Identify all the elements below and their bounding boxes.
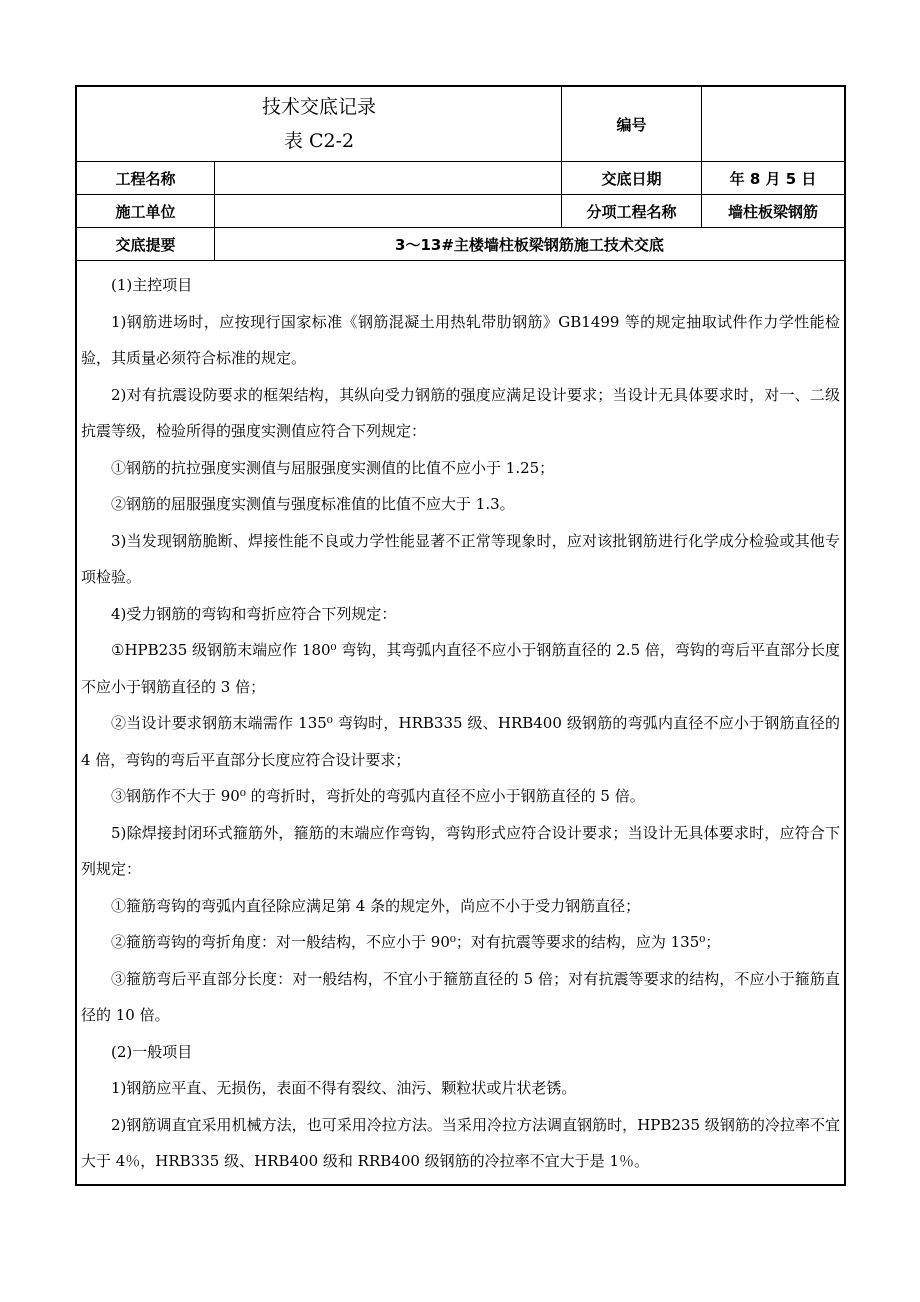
content-paragraph: ②钢筋的屈服强度实测值与强度标准值的比值不应大于 1.3。 <box>111 495 515 513</box>
content-paragraph: ②箍筋弯钩的弯折角度：对一般结构，不应小于 90⁰；对有抗震等要求的结构，应为 135⁰； <box>111 933 721 951</box>
serial-number-value[interactable] <box>702 87 844 161</box>
content-paragraph: 2)钢筋调直宜采用机械方法，也可采用冷拉方法。当采用冷拉方法调直钢筋时，HPB235 级钢筋的冷拉率不宜大于 4％，HRB335 级、HRB400 级和 RRB400 级钢筋的冷拉率不宜大于是 1％。 <box>81 1115 840 1170</box>
disclosure-content <box>77 261 844 1184</box>
form-title: 技术交底记录 <box>261 96 376 118</box>
construction-unit-label: 施工单位 <box>77 195 215 227</box>
content-paragraph: 3)当发现钢筋脆断、焊接性能不良或力学性能显著不正常等现象时，应对该批钢筋进行化学成分检验或其他专项检验。 <box>81 531 840 586</box>
project-name-label: 工程名称 <box>77 162 215 194</box>
project-info-row <box>77 162 844 195</box>
subproject-label: 分项工程名称 <box>562 195 702 227</box>
construction-unit-value[interactable] <box>215 195 562 227</box>
content-paragraph: ①箍筋弯钩的弯弧内直径除应满足第 4 条的规定外，尚应不小于受力钢筋直径； <box>111 896 641 915</box>
summary-row <box>77 228 844 261</box>
content-paragraph: ②当设计要求钢筋末端需作 135⁰ 弯钩时，HRB335 级、HRB400 级钢筋的弯弧内直径不应小于钢筋直径的 4 倍，弯钩的弯后平直部分长度应符合设计要求； <box>81 714 840 769</box>
disclosure-date-label: 交底日期 <box>562 162 702 194</box>
serial-number-label: 编号 <box>562 87 702 161</box>
content-paragraph: 2)对有抗震设防要求的框架结构，其纵向受力钢筋的强度应满足设计要求；当设计无具体要求时，对一、二级抗震等级，检验所得的强度实测值应符合下列规定： <box>81 385 840 440</box>
title-cell <box>77 87 562 161</box>
technical-disclosure-form <box>75 85 846 1186</box>
form-header-row <box>77 87 844 162</box>
construction-unit-row <box>77 195 844 228</box>
summary-label: 交底提要 <box>77 228 215 260</box>
subproject-value[interactable]: 墙柱板梁钢筋 <box>727 202 818 221</box>
form-number: 表 C2-2 <box>283 130 355 152</box>
content-paragraph: ①钢筋的抗拉强度实测值与屈服强度实测值的比值不应小于 1.25； <box>111 458 555 477</box>
content-paragraph: ③钢筋作不大于 90⁰ 的弯折时，弯折处的弯弧内直径不应小于钢筋直径的 5 倍。 <box>111 787 645 805</box>
content-paragraph: 5)除焊接封闭环式箍筋外，箍筋的末端应作弯钩，弯钩形式应符合设计要求；当设计无具体要求时，应符合下列规定： <box>81 823 840 878</box>
project-name-value[interactable] <box>215 162 562 194</box>
content-paragraph: (2)一般项目 <box>111 1042 193 1061</box>
content-paragraph: (1)主控项目 <box>111 276 193 294</box>
content-paragraph: 4)受力钢筋的弯钩和弯折应符合下列规定： <box>111 604 397 623</box>
summary-value[interactable]: 3～13#主楼墙柱板梁钢筋施工技术交底 <box>395 235 664 254</box>
content-paragraph: 1)钢筋应平直、无损伤，表面不得有裂纹、油污、颗粒状或片状老锈。 <box>111 1079 577 1097</box>
content-paragraph: 1)钢筋进场时，应按现行国家标准《钢筋混凝土用热轧带肋钢筋》GB1499 等的规定抽取试件作力学性能检验，其质量必须符合标准的规定。 <box>81 312 840 367</box>
content-paragraph: ③箍筋弯后平直部分长度：对一般结构，不宜小于箍筋直径的 5 倍；对有抗震等要求的结构，不应小于箍筋直径的 10 倍。 <box>81 969 840 1024</box>
disclosure-date-value[interactable]: 年 8 月 5 日 <box>729 169 817 188</box>
content-paragraph: ①HPB235 级钢筋末端应作 180⁰ 弯钩，其弯弧内直径不应小于钢筋直径的 2.5 倍，弯钩的弯后平直部分长度不应小于钢筋直径的 3 倍； <box>81 641 840 696</box>
